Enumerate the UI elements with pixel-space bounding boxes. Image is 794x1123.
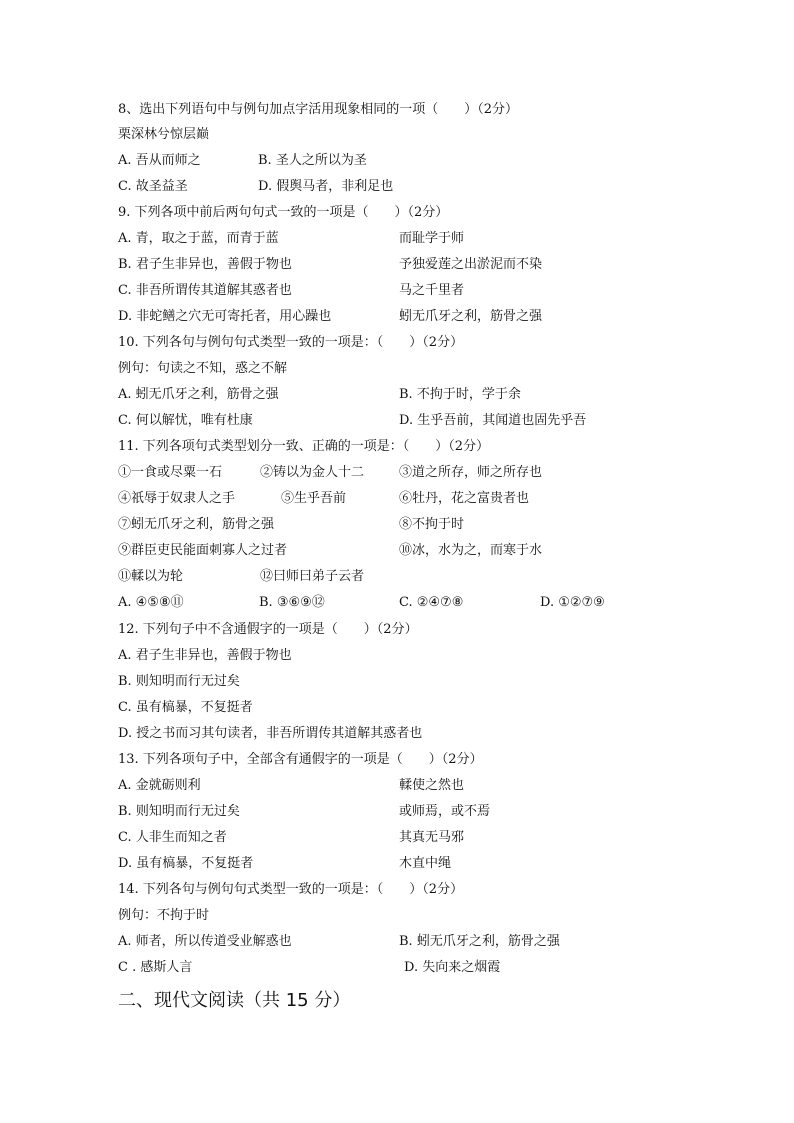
q9-stem: 9. 下列各项中前后两句句式一致的一项是（ ）（2分） (118, 205, 449, 220)
q10-option-c: C. 何以解忧，唯有杜康 (118, 413, 253, 428)
q13-row-b-right: 或师焉，或不焉 (399, 804, 491, 819)
q9-row-d-left: D. 非蛇鳝之穴无可寄托者，用心躁也 (118, 309, 332, 324)
q11-item-9: ⑨群臣吏民能面刺寡人之过者 (118, 543, 288, 558)
q11-item-6: ⑥牡丹，花之富贵者也 (399, 491, 530, 506)
q11-item-11: ⑪輮以为轮 (118, 569, 184, 584)
q13-row-d-right: 木直中绳 (399, 856, 452, 871)
q8-stem: 8、选出下列语句中与例句加点字活用现象相同的一项（ ）（2分） (118, 102, 519, 117)
q13-row-d-left: D. 虽有槁暴，不复挺者 (118, 856, 254, 871)
q11-item-10: ⑩冰，水为之，而寒于水 (399, 543, 543, 558)
q11-option-c: C. ②④⑦⑧ (399, 595, 464, 610)
q10-option-a: A. 蚓无爪牙之利，筋骨之强 (118, 387, 279, 402)
q11-item-1: ①一食或尽粟一石 (118, 465, 223, 480)
q11-option-b: B. ③⑥⑨⑫ (259, 595, 325, 610)
q14-option-c: C . 感斯人言 (118, 960, 193, 975)
q10-option-b: B. 不拘于时，学于余 (399, 387, 521, 402)
q11-item-8: ⑧不拘于时 (399, 517, 465, 532)
q8-option-b: B. 圣人之所以为圣 (258, 153, 367, 168)
q8-example: 栗深林兮惊层巅 (118, 127, 210, 142)
q12-stem: 12. 下列句子中不含通假字的一项是（ ）（2分） (118, 622, 418, 637)
q13-row-a-right: 輮使之然也 (399, 778, 465, 793)
q11-stem: 11. 下列各项句式类型划分一致、正确的一项是：（ ）（2分） (118, 439, 490, 454)
q14-option-d: D. 失向来之烟霞 (404, 960, 501, 975)
q8-option-a: A. 吾从而师之 (118, 153, 201, 168)
q9-row-b-left: B. 君子生非异也，善假于物也 (118, 257, 292, 272)
q13-row-a-left: A. 金就砺则利 (118, 778, 201, 793)
q9-row-a-left: A. 青，取之于蓝，而青于蓝 (118, 231, 279, 246)
q12-option-c: C. 虽有槁暴，不复挺者 (118, 700, 253, 715)
q8-option-c: C. 故圣益圣 (118, 179, 188, 194)
q9-row-b-right: 予独爱莲之出淤泥而不染 (399, 257, 543, 272)
q9-row-c-left: C. 非吾所谓传其道解其惑者也 (118, 283, 292, 298)
q8-option-d: D. 假舆马者，非利足也 (258, 179, 394, 194)
q11-item-4: ④祇辱于奴隶人之手 (118, 491, 236, 506)
q12-option-b: B. 则知明而行无过矣 (118, 674, 240, 689)
q14-option-b: B. 蚓无爪牙之利，筋骨之强 (399, 934, 560, 949)
q11-option-a: A. ④⑤⑧⑪ (118, 595, 184, 610)
q11-option-d: D. ①②⑦⑨ (540, 595, 605, 610)
q9-row-c-right: 马之千里者 (399, 283, 465, 298)
q9-row-d-right: 蚓无爪牙之利，筋骨之强 (399, 309, 543, 324)
q13-row-b-left: B. 则知明而行无过矣 (118, 804, 240, 819)
q14-stem: 14. 下列各句与例句句式类型一致的一项是：（ ）（2分） (118, 882, 464, 897)
q11-item-12: ⑫曰师曰弟子云者 (260, 569, 365, 584)
q11-item-5: ⑤生乎吾前 (281, 491, 347, 506)
q13-stem: 13. 下列各项句子中，全部含有通假字的一项是（ ）（2分） (118, 752, 483, 767)
q14-option-a: A. 师者，所以传道受业解惑也 (118, 934, 292, 949)
q12-option-a: A. 君子生非异也，善假于物也 (118, 648, 292, 663)
q10-option-d: D. 生乎吾前，其闻道也固先乎吾 (399, 413, 587, 428)
q14-example: 例句：不拘于时 (118, 908, 210, 923)
q12-option-d: D. 授之书而习其句读者，非吾所谓传其道解其惑者也 (118, 726, 423, 741)
q11-item-2: ②铸以为金人十二 (260, 465, 365, 480)
q10-stem: 10. 下列各句与例句句式类型一致的一项是：（ ）（2分） (118, 335, 464, 350)
section-heading: 二、现代文阅读（共 15 分） (118, 990, 351, 1011)
q13-row-c-right: 其真无马邪 (399, 830, 465, 845)
q11-item-7: ⑦蚓无爪牙之利，筋骨之强 (118, 517, 275, 532)
q9-row-a-right: 而耻学于师 (399, 231, 465, 246)
q11-item-3: ③道之所存，师之所存也 (399, 465, 543, 480)
q13-row-c-left: C. 人非生而知之者 (118, 830, 227, 845)
q10-example: 例句：句读之不知，惑之不解 (118, 361, 288, 376)
